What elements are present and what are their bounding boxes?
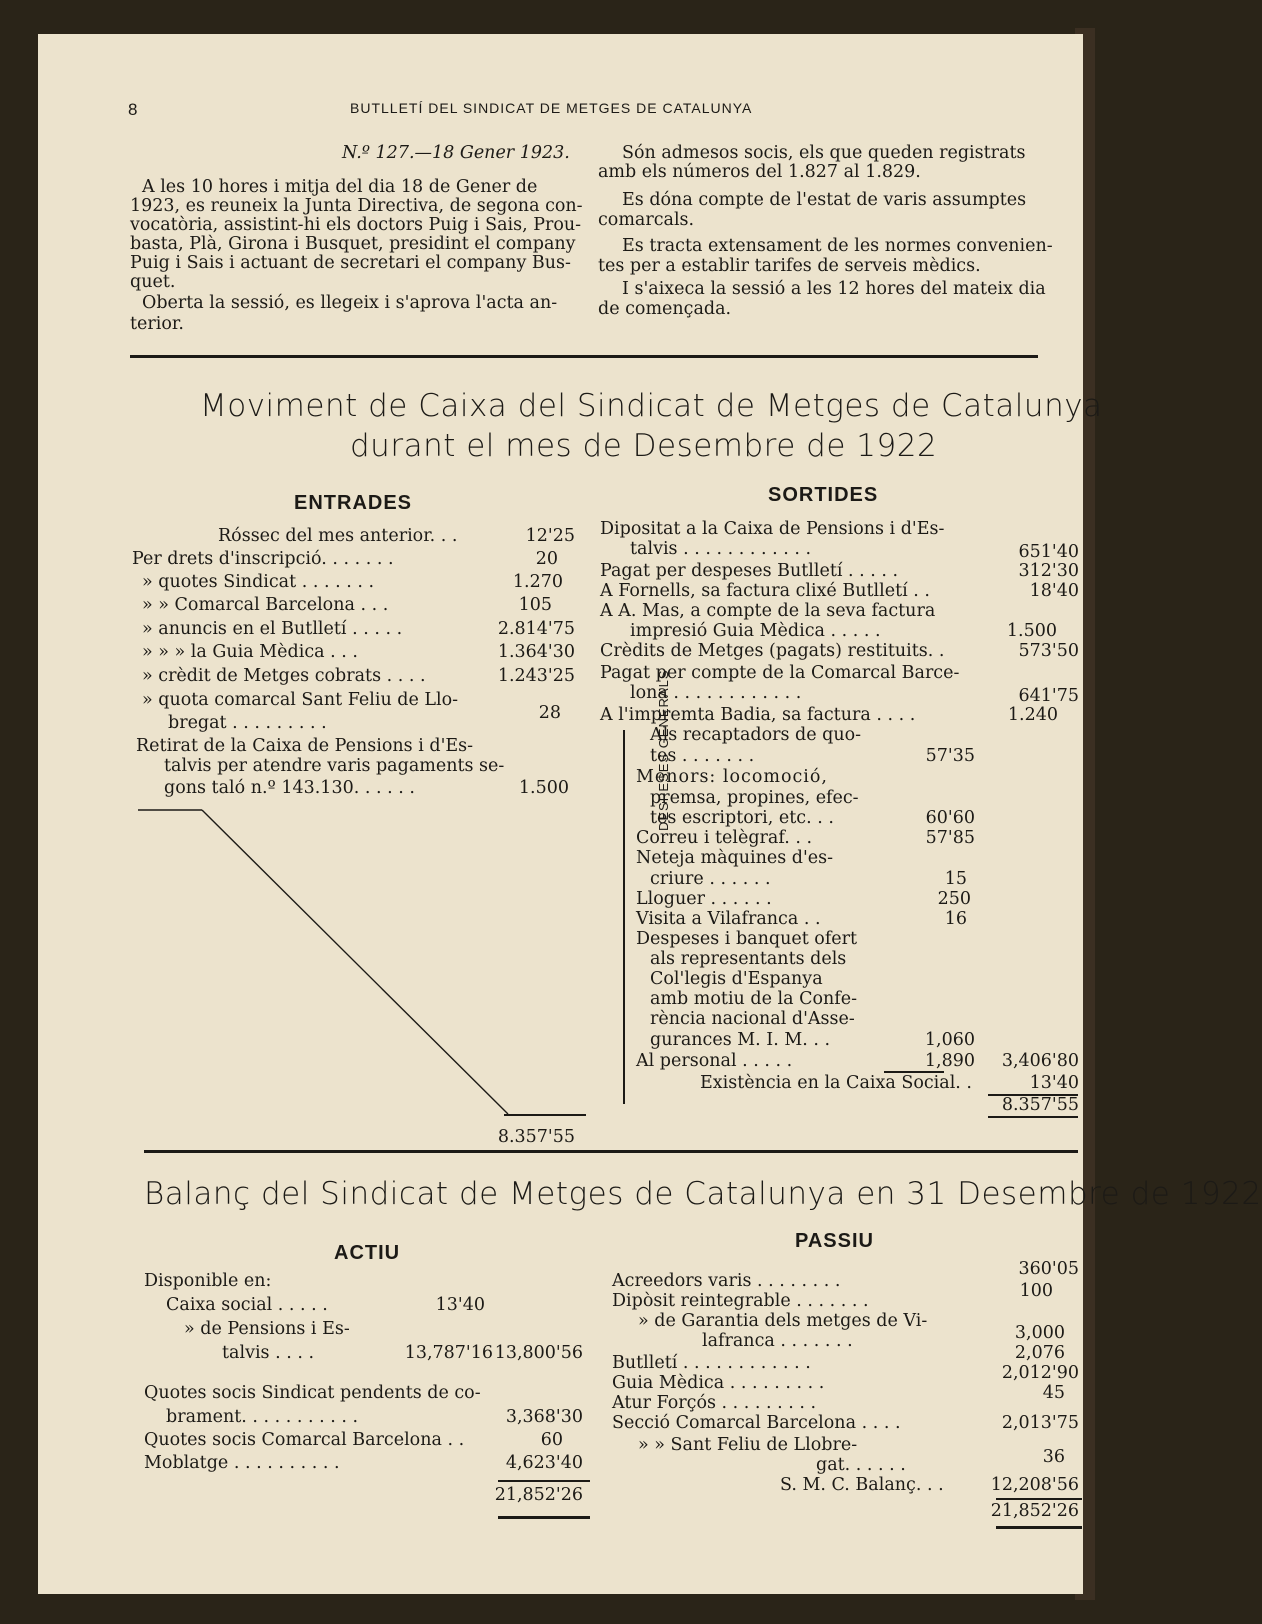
despesa-value: 60'60 — [925, 808, 975, 828]
despesa-label: criure . . . . . . — [650, 869, 771, 889]
passiu-value: 360'05 — [1018, 1259, 1079, 1279]
minutes-line: quet. — [130, 272, 176, 292]
passiu-label: » de Garantia dels metges de Vi- — [638, 1311, 928, 1331]
entrada-value: 1.270 — [512, 572, 563, 592]
entrada-label: » » Comarcal Barcelona . . . — [142, 595, 389, 615]
entrada-label: bregat . . . . . . . . . — [168, 713, 327, 733]
despesa-label: Menors: locomoció, — [636, 767, 828, 787]
despesa-label: Col'legis d'Espanya — [650, 969, 823, 989]
minutes-line: Puig i Sais i actuant de secretari el company Bus- — [130, 253, 571, 273]
despeses-total: 3,406'80 — [1001, 1051, 1079, 1071]
sortida-label: talvis . . . . . . . . . . . . — [630, 539, 812, 559]
entrada-label: » crèdit de Metges cobrats . . . . — [142, 666, 426, 686]
sortida-value: 18'40 — [1029, 581, 1079, 601]
passiu-value: 2,076 — [1014, 1343, 1065, 1363]
despesa-value: 57'85 — [925, 828, 975, 848]
minutes-line: Es tracta extensament de les normes convenien- — [622, 236, 1053, 256]
passiu-value: 36 — [1042, 1447, 1065, 1467]
despesa-label: Lloguer . . . . . . — [636, 889, 772, 909]
minutes-line: tes per a establir tarifes de serveis mèdics. — [598, 256, 981, 276]
actiu-total: 21,852'26 — [494, 1485, 583, 1505]
cash-title-line2: durant el mes de Desembre de 1922 — [350, 428, 938, 464]
sortida-label: Pagat per despeses Butlletí . . . . . — [600, 561, 899, 581]
passiu-label: Dipòsit reintegrable . . . . . . . — [612, 1291, 869, 1311]
despesa-label: Visita a Vilafranca . . — [636, 909, 821, 929]
actiu-label: Quotes socis Comarcal Barcelona . . — [144, 1430, 465, 1450]
entrada-value: 1.500 — [518, 778, 569, 798]
total-rule — [498, 1516, 590, 1519]
despesa-label: premsa, propines, efec- — [650, 788, 859, 808]
minutes-line: I s'aixeca la sessió a les 12 hores del mateix dia — [622, 279, 1046, 299]
entrades-heading: ENTRADES — [294, 492, 413, 514]
despeses-generals-label: DESPESES GENERALS — [656, 669, 671, 831]
sortida-label: Dipositat a la Caixa de Pensions i d'Es- — [600, 519, 945, 539]
passiu-heading: PASSIU — [795, 1230, 874, 1252]
sortida-label: Pagat per compte de la Comarcal Barce- — [600, 663, 960, 683]
actiu-value: 3,368'30 — [505, 1407, 583, 1427]
despesa-value: 16 — [944, 909, 967, 929]
actiu-value: 60 — [540, 1430, 563, 1450]
entrada-value: 20 — [535, 549, 558, 569]
entrada-label: talvis per atendre varis pagaments se- — [164, 756, 505, 776]
actiu-value: 13,800'56 — [494, 1343, 583, 1363]
passiu-label: Secció Comarcal Barcelona . . . . — [612, 1413, 901, 1433]
passiu-label: » » Sant Feliu de Llobre- — [638, 1435, 858, 1455]
passiu-value: 45 — [1042, 1383, 1065, 1403]
actiu-subvalue: 13,787'16 — [404, 1343, 493, 1363]
despesa-label: Correu i telègraf. . . — [636, 828, 813, 848]
despesa-label: rència nacional d'Asse- — [650, 1009, 855, 1029]
sortida-value: 573'50 — [1018, 641, 1079, 661]
despesa-value: 1,890 — [924, 1051, 975, 1071]
passiu-value: 2,013'75 — [1001, 1413, 1079, 1433]
passiu-label: Acreedors varis . . . . . . . . — [612, 1271, 841, 1291]
passiu-total: 21,852'26 — [990, 1501, 1079, 1521]
actiu-label: talvis . . . . — [222, 1343, 315, 1363]
despesa-value: 250 — [937, 889, 971, 909]
sortida-value: 312'30 — [1018, 561, 1079, 581]
entrada-label: Retirat de la Caixa de Pensions i d'Es- — [136, 736, 474, 756]
entrada-label: » quota comarcal Sant Feliu de Llo- — [142, 690, 459, 710]
despesa-label: Neteja màquines d'es- — [636, 848, 834, 868]
cash-title-line1: Moviment de Caixa del Sindicat de Metges de Catalunya — [200, 388, 1103, 424]
passiu-value: 100 — [1019, 1281, 1053, 1301]
entrada-label: Per drets d'inscripció. . . . . . . — [132, 549, 394, 569]
minutes-line: Són admesos socis, els que queden registrats — [622, 143, 1026, 163]
sortida-label: A l'impremta Badia, sa factura . . . . — [600, 705, 916, 725]
despesa-value: 57'35 — [925, 746, 975, 766]
sortida-value: 1.240 — [1007, 705, 1058, 725]
minutes-line: terior. — [130, 314, 184, 334]
minutes-line: 1923, es reuneix la Junta Directiva, de segona con- — [130, 196, 583, 216]
sortida-value: 641'75 — [1018, 686, 1079, 706]
page-number: 8 — [128, 100, 139, 119]
passiu-label: S. M. C. Balanç. . . — [780, 1475, 944, 1495]
despesa-label: tes . . . . . . . — [650, 746, 755, 766]
entrada-value: 12'25 — [525, 526, 575, 546]
sortides-total: 8.357'55 — [1001, 1095, 1079, 1115]
entrada-label: » » » la Guia Mèdica . . . — [142, 642, 358, 662]
actiu-heading: ACTIU — [334, 1242, 401, 1264]
despesa-label: Al personal . . . . . — [636, 1051, 793, 1071]
total-rule — [996, 1498, 1082, 1500]
actiu-label: Caixa social . . . . . — [166, 1295, 328, 1315]
sortida-value: 1.500 — [1006, 621, 1057, 641]
minutes-heading: N.º 127.—18 Gener 1923. — [342, 143, 570, 163]
minutes-line: A les 10 hores i mitja del dia 18 de Gener de — [142, 177, 538, 197]
passiu-value: 2,012'90 — [1001, 1363, 1079, 1383]
actiu-label: brament. . . . . . . . . . . — [166, 1407, 359, 1427]
passiu-value: 3,000 — [1014, 1323, 1065, 1343]
despesa-value: 15 — [944, 869, 967, 889]
minutes-line: vocatòria, assistint-hi els doctors Puig i Sais, Prou- — [130, 215, 582, 235]
despesa-label: amb motiu de la Confe- — [650, 989, 858, 1009]
actiu-label: Moblatge . . . . . . . . . . — [144, 1453, 340, 1473]
document-page — [38, 34, 1262, 1594]
fill-line-diagonal — [128, 794, 588, 1114]
sortida-label: Crèdits de Metges (pagats) restituits. . — [600, 641, 945, 661]
despesa-label: tes escriptori, etc. . . — [650, 808, 834, 828]
passiu-label: Butlletí . . . . . . . . . . . . — [612, 1353, 811, 1373]
minutes-line: basta, Plà, Girona i Busquet, presidint el company — [130, 234, 576, 254]
section-divider — [130, 355, 1038, 358]
actiu-label: Quotes socis Sindicat pendents de co- — [144, 1383, 481, 1403]
entrada-value: 1.243'25 — [497, 666, 575, 686]
despesa-value: 1,060 — [924, 1030, 975, 1050]
balance-title: Balanç del Sindicat de Metges de Catalunya en 31 Desembre de 1922 — [144, 1176, 1262, 1212]
passiu-label: Guia Mèdica . . . . . . . . . — [612, 1373, 825, 1393]
total-rule — [988, 1116, 1078, 1118]
despeses-brace — [623, 730, 625, 1104]
existencia-value: 13'40 — [1029, 1073, 1079, 1093]
actiu-subvalue: 13'40 — [435, 1295, 485, 1315]
actiu-label: Disponible en: — [144, 1271, 272, 1291]
total-rule — [498, 1480, 590, 1482]
entrada-value: 2.814'75 — [497, 619, 575, 639]
entrada-value: 105 — [518, 595, 552, 615]
minutes-line: amb els números del 1.827 al 1.829. — [598, 162, 921, 182]
actiu-label: » de Pensions i Es- — [184, 1319, 350, 1339]
sortida-value: 651'40 — [1018, 542, 1079, 562]
passiu-label: lafranca . . . . . . . — [702, 1331, 853, 1351]
entrada-value: 28 — [538, 703, 561, 723]
sortida-label: A A. Mas, a compte de la seva factura — [600, 601, 936, 621]
sortides-heading: SORTIDES — [768, 484, 879, 506]
minutes-line: comarcals. — [598, 210, 695, 230]
minutes-line: Es dóna compte de l'estat de varis assumptes — [622, 190, 1027, 210]
entrada-label: gons taló n.º 143.130. . . . . . — [164, 778, 415, 798]
entrada-value: 1.364'30 — [497, 642, 575, 662]
actiu-value: 4,623'40 — [505, 1453, 583, 1473]
entrada-label: Róssec del mes anterior. . . — [218, 526, 458, 546]
minutes-line: de començada. — [598, 299, 732, 319]
entrades-total: 8.357'55 — [497, 1127, 575, 1147]
sortida-label: lona . . . . . . . . . . . . — [630, 683, 802, 703]
sortida-label: impresió Guia Mèdica . . . . . — [630, 621, 881, 641]
passiu-value: 12,208'56 — [990, 1475, 1079, 1495]
entrada-label: » anuncis en el Butlletí . . . . . — [142, 619, 403, 639]
running-title: BUTLLETÍ DEL SINDICAT DE METGES DE CATALUNYA — [350, 100, 753, 116]
despesa-label: Als recaptadors de quo- — [650, 725, 862, 745]
passiu-label: Atur Forçós . . . . . . . . . — [612, 1393, 817, 1413]
despesa-label: Despeses i banquet ofert — [636, 929, 858, 949]
despesa-label: gurances M. I. M. . . — [650, 1030, 831, 1050]
total-rule — [996, 1526, 1082, 1529]
total-rule — [504, 1114, 586, 1116]
despesa-label: als representants dels — [650, 949, 847, 969]
minutes-line: Oberta la sessió, es llegeix i s'aprova l'acta an- — [142, 293, 558, 313]
section-divider — [144, 1150, 1078, 1153]
entrada-label: » quotes Sindicat . . . . . . . — [142, 572, 375, 592]
existencia-label: Existència en la Caixa Social. . — [700, 1073, 972, 1093]
sortida-label: A Fornells, sa factura clixé Butlletí . . — [600, 581, 930, 601]
passiu-label: gat. . . . . . — [816, 1455, 906, 1475]
